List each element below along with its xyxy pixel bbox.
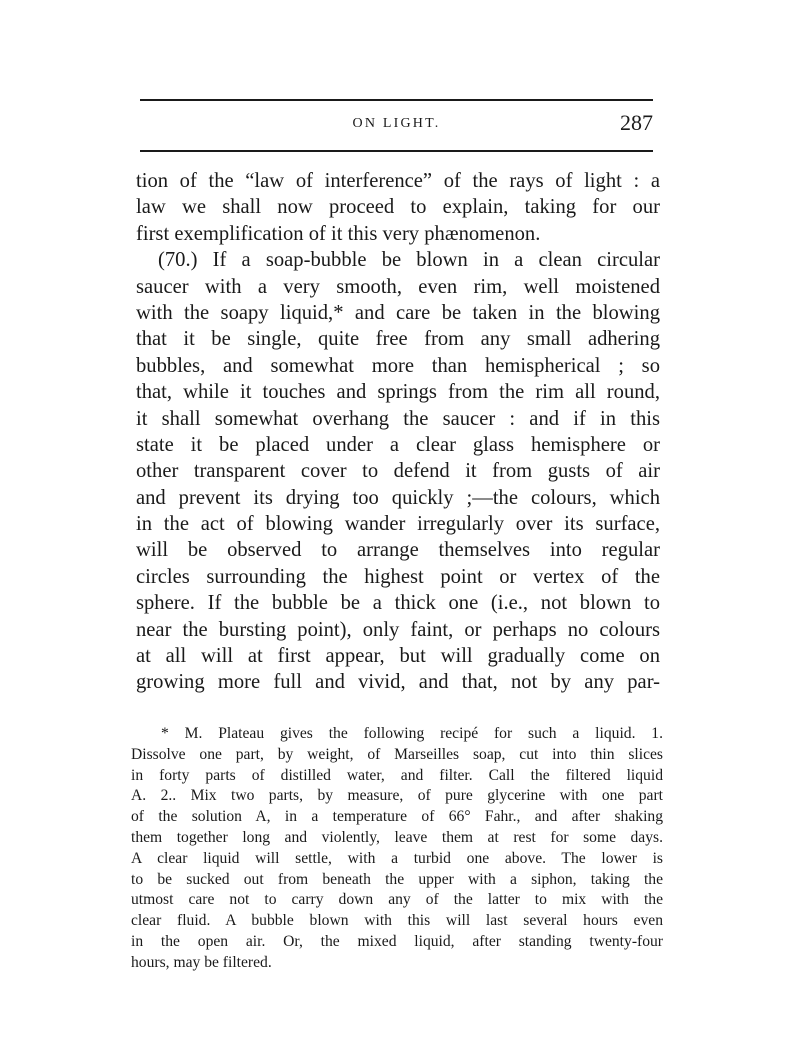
body-line: law we shall now proceed to explain, taking for our xyxy=(136,196,660,219)
body-line: tion of the “law of interference” of the rays of light : a xyxy=(136,170,660,192)
footnote-line: to be sucked out from beneath the upper with a siphon, taking the xyxy=(131,870,663,888)
footnote-line: utmost care not to carry down any of the latter to mix with the xyxy=(131,891,663,909)
body-line: with the soapy liquid,* and care be taken in the blowing xyxy=(136,301,660,324)
footnote-line: A. 2.. Mix two parts, by measure, of pure glycerine with one part xyxy=(131,787,663,805)
body-line: and prevent its drying too quickly ;—the colours, which xyxy=(136,486,660,509)
header-rule-bottom xyxy=(140,150,653,152)
body-line: near the bursting point), only faint, or perhaps no colours xyxy=(136,618,660,641)
footnote-line: clear fluid. A bubble blown with this will last several hours even xyxy=(131,912,663,930)
body-line: in the act of blowing wander irregularly over its surface, xyxy=(136,513,660,536)
footnote-line: * M. Plateau gives the following recipé for such a liquid. 1. xyxy=(161,725,663,742)
body-line: at all will at first appear, but will gradually come on xyxy=(136,645,660,668)
footnote-line: in forty parts of distilled water, and filter. Call the filtered liquid xyxy=(131,766,663,784)
body-line: bubbles, and somewhat more than hemispherical ; so xyxy=(136,354,660,377)
footnote-line: Dissolve one part, by weight, of Marseilles soap, cut into thin slices xyxy=(131,745,663,763)
body-line: circles surrounding the highest point or vertex of the xyxy=(136,565,660,588)
body-line: sphere. If the bubble be a thick one (i.e., not blown to xyxy=(136,592,660,615)
body-line: will be observed to arrange themselves into regular xyxy=(136,539,660,562)
footnote xyxy=(131,724,663,974)
running-head xyxy=(140,110,653,140)
header-rule-top xyxy=(140,99,653,101)
body-line: it shall somewhat overhang the saucer : and if in this xyxy=(136,407,660,430)
body-line: saucer with a very smooth, even rim, well moistened xyxy=(136,275,660,298)
page-number: 287 xyxy=(620,110,653,135)
footnote-line: in the open air. Or, the mixed liquid, after standing twenty-four xyxy=(131,932,663,950)
body-line: (70.) If a soap-bubble be blown in a clean circular xyxy=(158,249,660,272)
body-line: that it be single, quite free from any small adhering xyxy=(136,328,660,351)
body-line: growing more full and vivid, and that, not by any par- xyxy=(136,671,660,694)
footnote-line: A clear liquid will settle, with a turbid one above. The lower is xyxy=(131,849,663,867)
running-title: ON LIGHT. xyxy=(352,116,441,131)
body-text xyxy=(136,168,660,696)
footnote-line: of the solution A, in a temperature of 66° Fahr., and after shaking xyxy=(131,808,663,826)
body-line: state it be placed under a clear glass hemisphere or xyxy=(136,433,660,456)
body-line: that, while it touches and springs from the rim all round, xyxy=(136,381,660,404)
body-line: other transparent cover to defend it from gusts of air xyxy=(136,460,660,483)
footnote-line: them together long and violently, leave them at rest for some days. xyxy=(131,828,663,846)
footnote-line: hours, may be filtered. xyxy=(131,953,272,971)
body-line: first exemplification of it this very phænomenon. xyxy=(136,222,541,245)
